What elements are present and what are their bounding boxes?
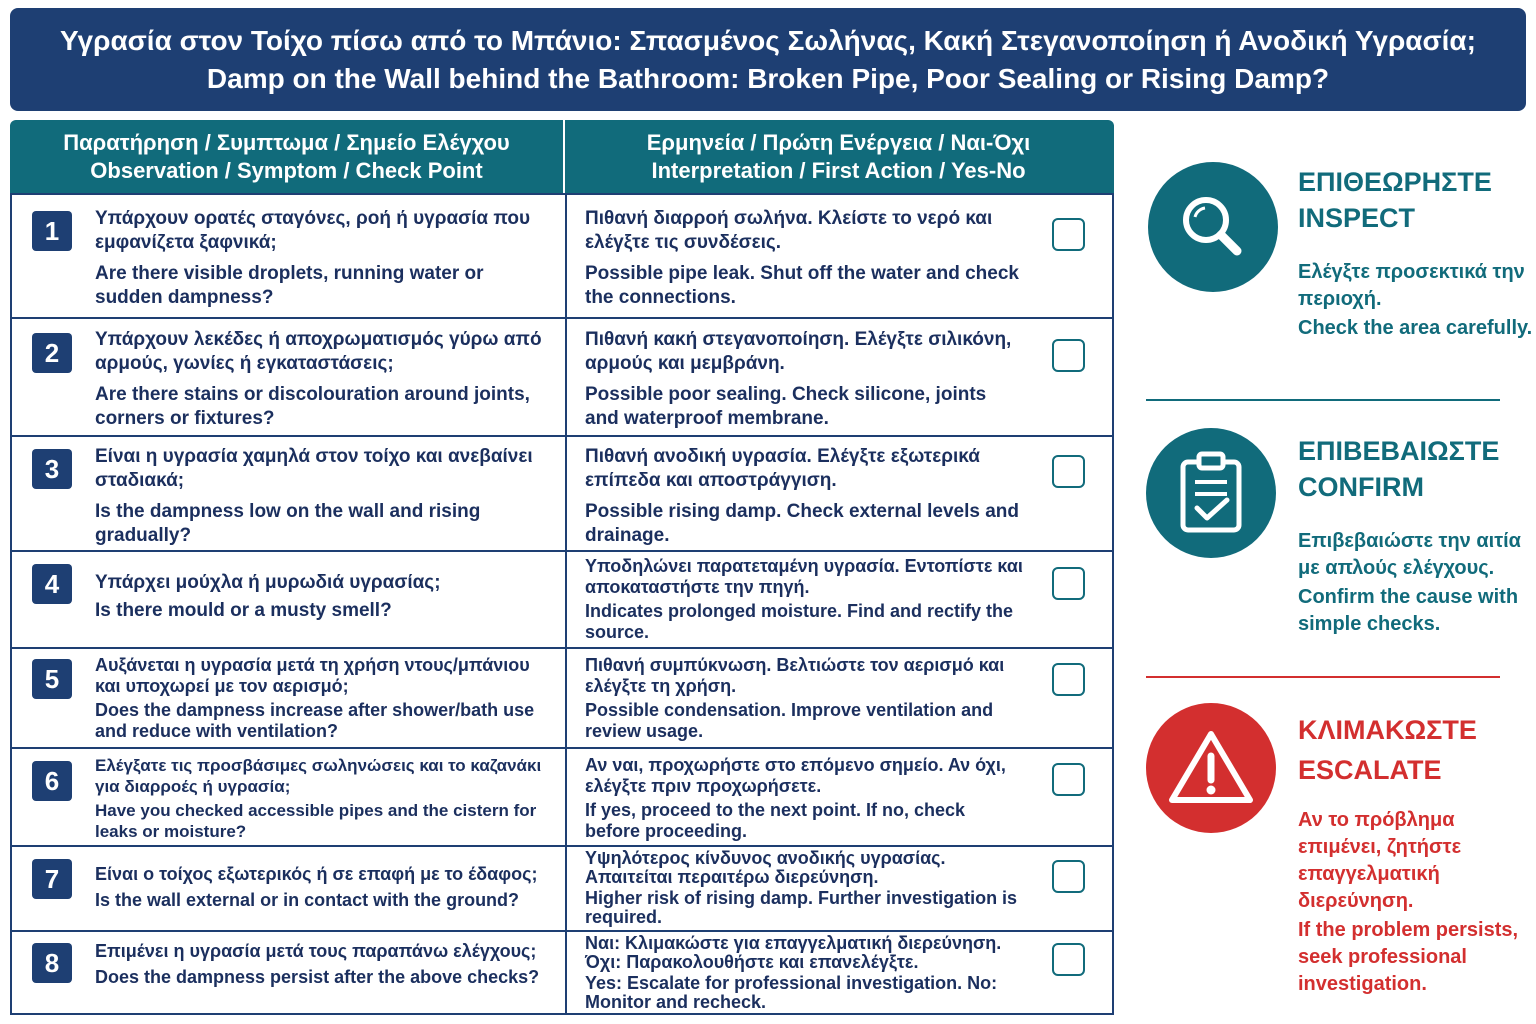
confirm-title-en: CONFIRM bbox=[1298, 472, 1424, 502]
row-number-badge: 6 bbox=[32, 761, 72, 801]
question-greek: Αυξάνεται η υγρασία μετά τη χρήση ντους/μπάνιου και υποχωρεί με τον αερισμό; bbox=[95, 655, 530, 696]
inspect-circle bbox=[1148, 162, 1278, 292]
checklist-table bbox=[10, 120, 1114, 1015]
header-observation bbox=[10, 120, 565, 193]
question-greek: Ελέγξατε τις προσβάσιμες σωληνώσεις και το καζανάκι για διαρροές ή υγρασία; bbox=[95, 756, 542, 796]
header-interpretation-en: Interpretation / First Action / Yes-No bbox=[651, 157, 1026, 183]
column-divider bbox=[565, 749, 567, 845]
question-english: Does the dampness increase after shower/bath use and reduce with ventilation? bbox=[95, 700, 535, 741]
header-observation-el: Παρατήρηση / Συμπτωμα / Σημείο Ελέγχου bbox=[63, 129, 510, 155]
answer-greek: Πιθανή ανοδική υγρασία. Ελέγξτε εξωτερικά επίπεδα και αποστράγγιση. bbox=[585, 446, 980, 491]
answer-greek: Υψηλότερος κίνδυνος ανοδικής υγρασίας. Απαιτείται περαιτέρω διερεύνηση. bbox=[585, 848, 946, 887]
answer-cell bbox=[585, 934, 1025, 1012]
checkbox[interactable] bbox=[1052, 663, 1085, 696]
column-divider bbox=[565, 319, 567, 435]
answer-english: Possible pipe leak. Shut off the water and check the connections. bbox=[585, 263, 1019, 308]
answer-greek: Πιθανή διαρροή σωλήνα. Κλείστε το νερό και ελέγξτε τις συνδέσεις. bbox=[585, 208, 993, 253]
question-cell bbox=[95, 445, 555, 548]
question-cell bbox=[95, 569, 555, 625]
answer-greek: Πιθανή κακή στεγανοποίηση. Ελέγξτε σιλικόνη, αρμούς και μεμβράνη. bbox=[585, 329, 1012, 374]
table-header bbox=[10, 120, 1114, 193]
table-row bbox=[12, 195, 1112, 319]
title-greek: Υγρασία στον Τοίχο πίσω από το Μπάνιο: Σπασμένος Σωλήνας, Κακή Στεγανοποίηση ή Ανοδική Υγρασία; bbox=[60, 24, 1476, 56]
checkbox[interactable] bbox=[1052, 339, 1085, 372]
header-interpretation-el: Ερμηνεία / Πρώτη Ενέργεια / Ναι-Όχι bbox=[646, 129, 1031, 155]
column-divider bbox=[565, 932, 567, 1013]
row-number-badge: 2 bbox=[32, 333, 72, 373]
table-row bbox=[12, 437, 1112, 552]
row-number-badge: 4 bbox=[32, 564, 72, 604]
column-divider bbox=[565, 552, 567, 647]
answer-cell bbox=[585, 556, 1025, 643]
question-cell bbox=[95, 938, 555, 990]
confirm-text bbox=[1298, 528, 1536, 638]
question-greek: Υπάρχουν ορατές σταγόνες, ροή ή υγρασία που εμφανίζετα ξαφνικά; bbox=[95, 208, 531, 253]
question-cell bbox=[95, 655, 555, 742]
escalate-text-el: Αν το πρόβλημα επιμένει, ζητήστε επαγγελματική διερεύνηση. bbox=[1298, 809, 1462, 912]
question-english: Does the dampness persist after the above checks? bbox=[95, 967, 540, 987]
inspect-text-el: Ελέγξτε προσεκτικά την περιοχή. bbox=[1298, 261, 1525, 310]
table-body bbox=[10, 193, 1114, 1015]
answer-english: Possible condensation. Improve ventilation and review usage. bbox=[585, 700, 994, 741]
title-banner bbox=[10, 8, 1526, 111]
escalate-text-en: If the problem persists, seek professional investigation. bbox=[1298, 919, 1519, 995]
question-greek: Είναι η υγρασία χαμηλά στον τοίχο και ανεβαίνει σταδιακά; bbox=[95, 446, 533, 491]
checkbox[interactable] bbox=[1052, 218, 1085, 251]
title-english: Damp on the Wall behind the Bathroom: Broken Pipe, Poor Sealing or Rising Damp? bbox=[206, 62, 1330, 94]
inspect-text-en: Check the area carefully. bbox=[1298, 317, 1533, 339]
question-greek: Επιμένει η υγρασία μετά τους παραπάνω ελέγχους; bbox=[95, 941, 537, 961]
question-english: Is the dampness low on the wall and rising gradually? bbox=[95, 501, 481, 546]
checkbox[interactable] bbox=[1052, 455, 1085, 488]
clipboard-check-icon bbox=[1171, 448, 1251, 538]
escalate-title-el: ΚΛΙΜΑΚΩΣΤΕ bbox=[1298, 715, 1477, 745]
answer-cell bbox=[585, 328, 1025, 431]
answer-english: Possible rising damp. Check external levels and drainage. bbox=[585, 501, 1020, 546]
answer-cell bbox=[585, 207, 1025, 310]
answer-english: Possible poor sealing. Check silicone, joints and waterproof membrane. bbox=[585, 384, 987, 429]
table-row bbox=[12, 649, 1112, 749]
answer-greek: Αν ναι, προχωρήστε στο επόμενο σημείο. Αν όχι, ελέγξτε πριν προχωρήσετε. bbox=[585, 755, 1006, 796]
sidebar-legend bbox=[1140, 150, 1536, 1010]
table-row bbox=[12, 749, 1112, 847]
checkbox[interactable] bbox=[1052, 763, 1085, 796]
checkbox[interactable] bbox=[1052, 943, 1085, 976]
question-cell bbox=[95, 328, 555, 431]
header-observation-en: Observation / Symptom / Check Point bbox=[90, 157, 483, 183]
escalate-text bbox=[1298, 807, 1536, 998]
warning-triangle-icon bbox=[1166, 728, 1256, 808]
answer-english: Indicates prolonged moisture. Find and rectify the source. bbox=[585, 601, 1014, 642]
question-greek: Είναι ο τοίχος εξωτερικός ή σε επαφή με το έδαφος; bbox=[95, 864, 538, 884]
answer-greek: Υποδηλώνει παρατεταμένη υγρασία. Εντοπίστε και αποκαταστήστε την πηγή. bbox=[585, 556, 1023, 597]
inspect-title-el: ΕΠΙΘΕΩΡΗΣΤΕ bbox=[1298, 167, 1492, 197]
escalate-circle bbox=[1146, 703, 1276, 833]
inspect-title-en: INSPECT bbox=[1298, 203, 1416, 233]
confirm-circle bbox=[1146, 428, 1276, 558]
confirm-text-en: Confirm the cause with simple checks. bbox=[1298, 586, 1519, 635]
answer-cell bbox=[585, 445, 1025, 548]
answer-cell bbox=[585, 755, 1025, 842]
column-divider bbox=[565, 649, 567, 747]
table-row bbox=[12, 552, 1112, 649]
inspect-title bbox=[1298, 164, 1492, 236]
header-interpretation bbox=[565, 120, 1112, 193]
column-divider bbox=[565, 847, 567, 930]
confirm-text-el: Επιβεβαιώστε την αιτία με απλούς ελέγχους. bbox=[1298, 530, 1521, 579]
question-cell bbox=[95, 861, 555, 913]
column-divider bbox=[565, 437, 567, 550]
answer-english: Higher risk of rising damp. Further investigation is required. bbox=[585, 888, 1018, 927]
inspect-separator bbox=[1146, 399, 1500, 401]
row-number-badge: 8 bbox=[32, 943, 72, 983]
question-cell bbox=[95, 207, 555, 310]
row-number-badge: 1 bbox=[32, 211, 72, 251]
question-cell bbox=[95, 755, 555, 842]
answer-cell bbox=[585, 655, 1025, 742]
confirm-title-el: ΕΠΙΒΕΒΑΙΩΣΤΕ bbox=[1298, 436, 1500, 466]
table-row bbox=[12, 847, 1112, 932]
answer-greek: Ναι: Κλιμακώστε για επαγγελματική διερεύνηση. Όχι: Παρακολουθήστε και επανελέγξτε. bbox=[585, 933, 1002, 972]
column-divider bbox=[565, 195, 567, 317]
row-number-badge: 7 bbox=[32, 859, 72, 899]
question-english: Are there visible droplets, running water or sudden dampness? bbox=[95, 263, 484, 308]
answer-greek: Πιθανή συμπύκνωση. Βελτιώστε τον αερισμό και ελέγξτε τη χρήση. bbox=[585, 655, 1005, 696]
row-number-badge: 3 bbox=[32, 449, 72, 489]
magnifier-icon bbox=[1173, 187, 1253, 267]
question-english: Is the wall external or in contact with the ground? bbox=[95, 890, 520, 910]
checkbox[interactable] bbox=[1052, 860, 1085, 893]
table-row bbox=[12, 319, 1112, 437]
escalate-title bbox=[1298, 712, 1477, 788]
question-english: Is there mould or a musty smell? bbox=[95, 600, 392, 621]
question-english: Are there stains or discolouration around joints, corners or fixtures? bbox=[95, 384, 530, 429]
answer-cell bbox=[585, 849, 1025, 927]
checkbox[interactable] bbox=[1052, 567, 1085, 600]
answer-english: If yes, proceed to the next point. If no, check before proceeding. bbox=[585, 800, 966, 841]
table-row bbox=[12, 932, 1112, 1013]
question-english: Have you checked accessible pipes and the cistern for leaks or moisture? bbox=[95, 801, 537, 841]
row-number-badge: 5 bbox=[32, 659, 72, 699]
question-greek: Υπάρχουν λεκέδες ή αποχρωματισμός γύρω από αρμούς, γωνίες ή εγκαταστάσεις; bbox=[95, 329, 542, 374]
answer-english: Yes: Escalate for professional investigation. No: Monitor and recheck. bbox=[585, 973, 998, 1012]
confirm-separator bbox=[1146, 676, 1500, 678]
inspect-text bbox=[1298, 259, 1536, 342]
escalate-title-en: ESCALATE bbox=[1298, 755, 1442, 785]
question-greek: Υπάρχει μούχλα ή μυρωδιά υγρασίας; bbox=[95, 572, 441, 593]
confirm-title bbox=[1298, 433, 1499, 505]
